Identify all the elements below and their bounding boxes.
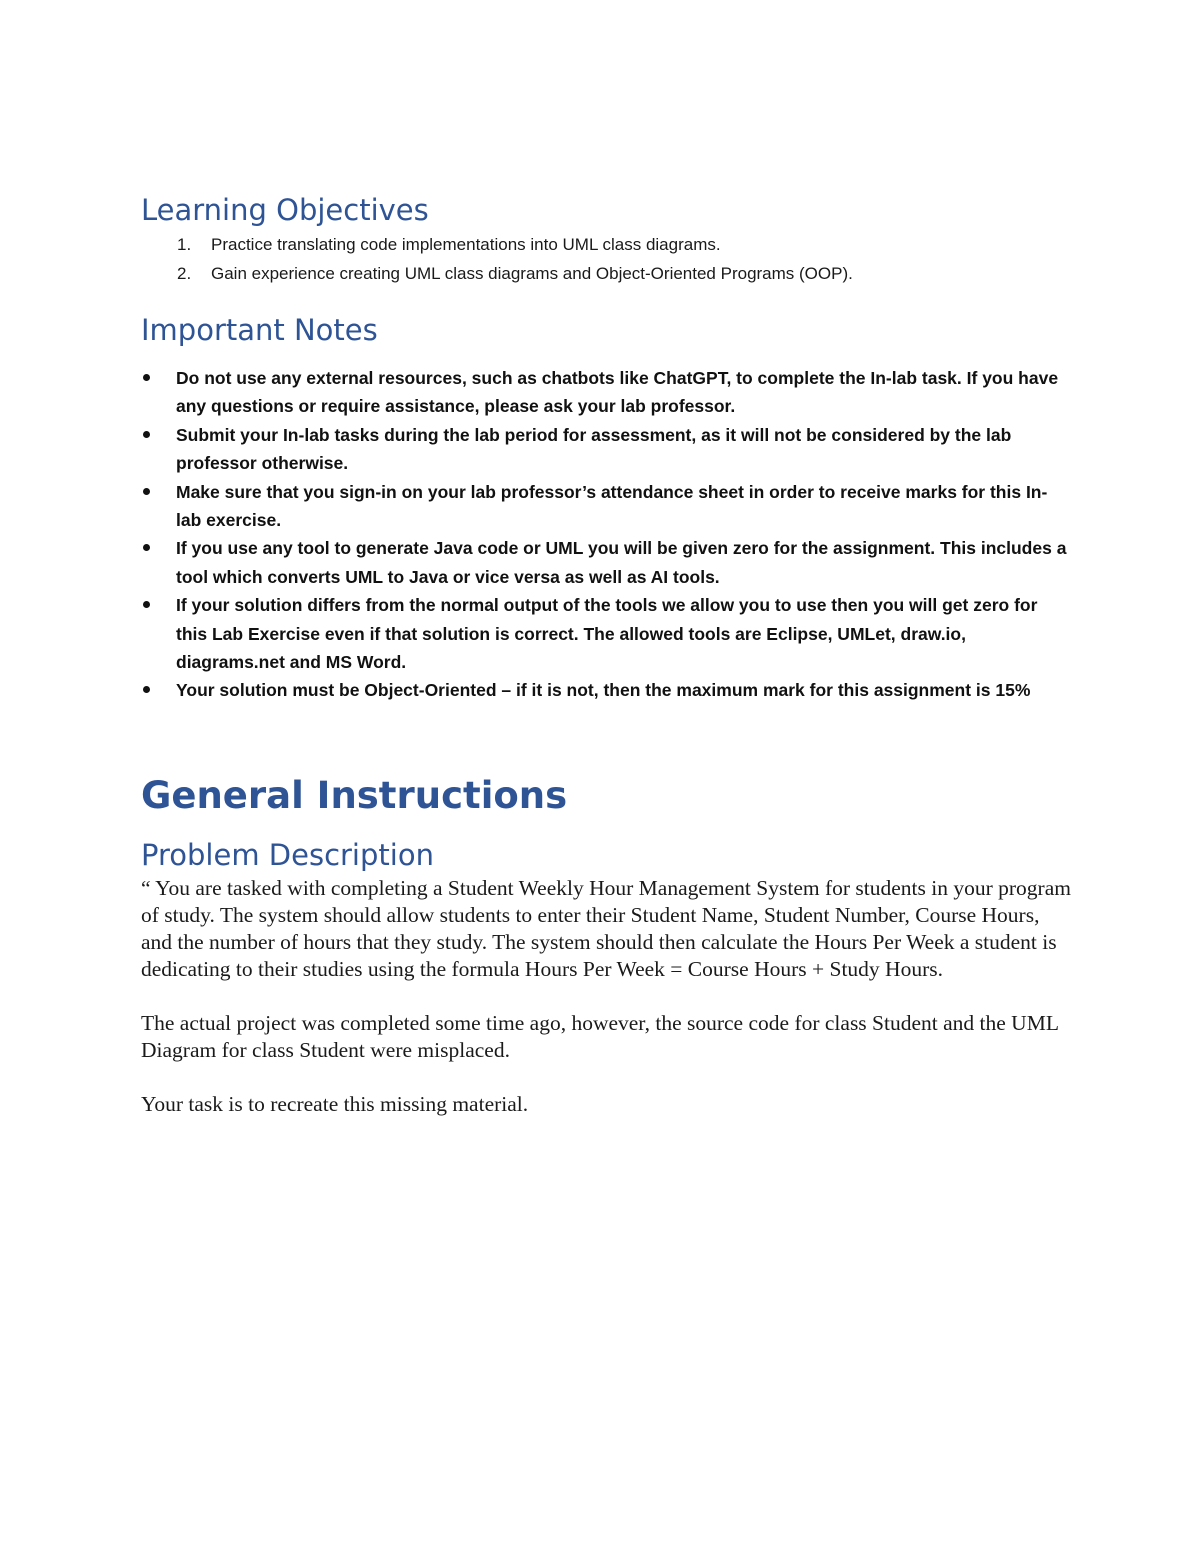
list-item bbox=[141, 364, 1071, 421]
important-notes-list bbox=[141, 364, 1071, 705]
learning-objectives-heading: Learning Objectives bbox=[141, 193, 429, 227]
list-item bbox=[141, 421, 1071, 478]
learning-objectives-list bbox=[141, 230, 1071, 288]
list-item bbox=[141, 534, 1071, 591]
list-item bbox=[141, 230, 1071, 259]
problem-paragraph: The actual project was completed some time ago, however, the source code for class Student and the UML Diagram for class Student were misplaced. bbox=[141, 1010, 1059, 1062]
list-item-text: Gain experience creating UML class diagrams and Object-Oriented Programs (OOP). bbox=[211, 264, 853, 283]
list-item-text: Submit your In-lab tasks during the lab period for assessment, as it will not be considered by the lab professor otherwise. bbox=[176, 424, 1012, 474]
list-item-text: If your solution differs from the normal output of the tools we allow you to use then you will get zero for this Lab Exercise even if that solution is correct. The allowed tools are Eclipse, UMLet, draw.io, diagrams.net and MS Word. bbox=[176, 595, 1038, 673]
general-instructions-heading: General Instructions bbox=[141, 773, 568, 817]
problem-description-heading: Problem Description bbox=[141, 837, 434, 872]
list-number: 2. bbox=[177, 264, 192, 283]
list-item-text: Make sure that you sign-in on your lab professor’s attendance sheet in order to receive marks for this In-lab exercise. bbox=[176, 481, 1048, 531]
list-number: 1. bbox=[177, 235, 192, 254]
document-page bbox=[141, 190, 1071, 1118]
bullet-icon bbox=[143, 686, 150, 693]
list-item-text: Practice translating code implementations into UML class diagrams. bbox=[211, 235, 721, 254]
list-item bbox=[141, 676, 1071, 704]
bullet-icon bbox=[143, 488, 150, 495]
problem-paragraph: Your task is to recreate this missing material. bbox=[141, 1091, 529, 1116]
problem-paragraph: “ You are tasked with completing a Student Weekly Hour Management System for students in your program of study. The system should allow students to enter their Student Name, Student Number, Course Hours, and the number of hours that they study. The system should then calculate the Hours Per Week a student is dedicating to their studies using the formula Hours Per Week = Course Hours + Study Hours. bbox=[141, 875, 1071, 981]
list-item bbox=[141, 591, 1071, 676]
list-item-text: Do not use any external resources, such as chatbots like ChatGPT, to complete the In-lab task. If you have any questions or require assistance, please ask your lab professor. bbox=[176, 368, 1059, 417]
bullet-icon bbox=[143, 544, 150, 551]
list-item bbox=[141, 259, 1071, 288]
bullet-icon bbox=[143, 374, 150, 381]
list-item-text: Your solution must be Object-Oriented – if it is not, then the maximum mark for this assignment is 15% bbox=[176, 680, 1031, 701]
bullet-icon bbox=[143, 431, 150, 438]
bullet-icon bbox=[143, 601, 150, 608]
list-item bbox=[141, 478, 1071, 535]
list-item-text: If you use any tool to generate Java code or UML you will be given zero for the assignment. This includes a tool which converts UML to Java or vice versa as well as AI tools. bbox=[176, 538, 1067, 587]
important-notes-heading: Important Notes bbox=[141, 313, 378, 347]
